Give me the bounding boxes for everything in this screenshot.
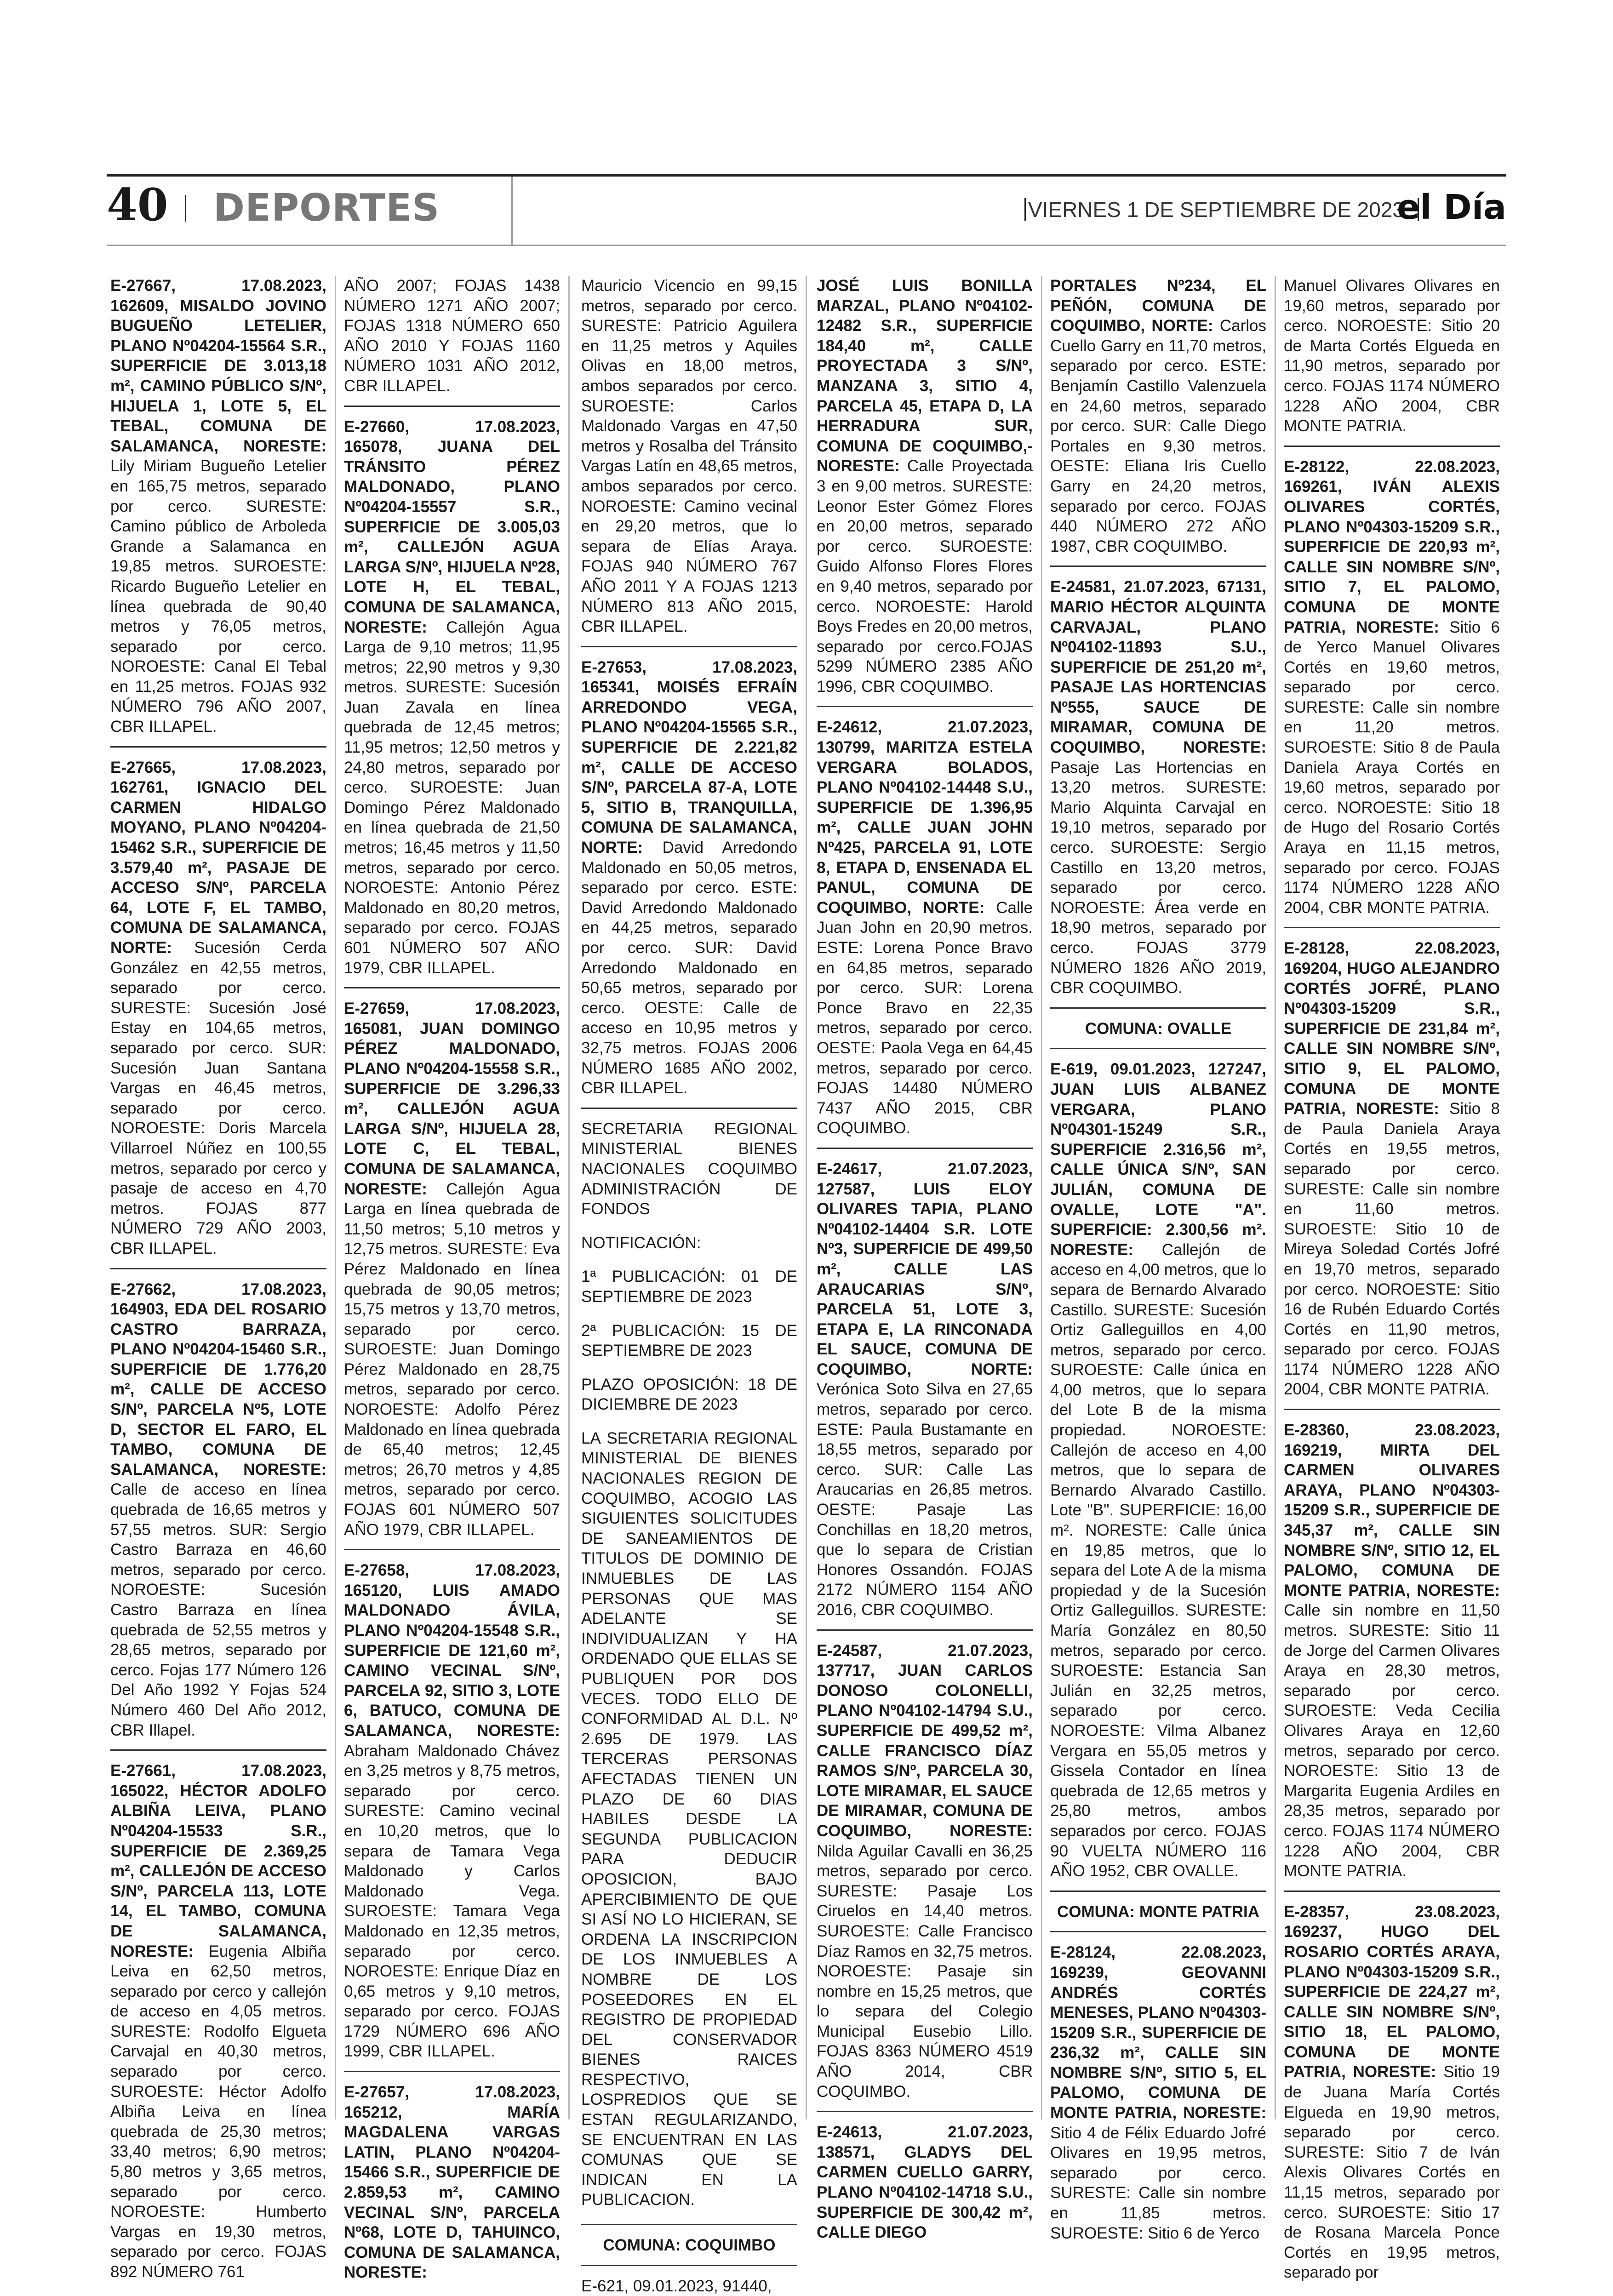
notice-separator — [1050, 1890, 1266, 1892]
section-title: DEPORTES — [213, 186, 440, 230]
notice-separator — [344, 2071, 560, 2072]
notice-separator — [1284, 1890, 1500, 1892]
legal-notice — [1050, 577, 1266, 998]
notice-heading: E-619, 09.01.2023, 127247, JUAN LUIS ALBANEZ VERGARA, PLANO Nº04301-15249 S.R., SUPERFICIE 2.316,56 m², CALLE ÚNICA S/Nº, SAN JULIÁN, COMUNA DE OVALLE, LOTE "A". SUPERFICIE: 2.300,56 m². NORESTE: — [1050, 1060, 1266, 1259]
notice-separator — [344, 406, 560, 407]
notification-text: LA SECRETARIA REGIONAL MINISTERIAL DE BIENES NACIONALES REGION DE COQUIMBO, ACOGIO LAS SIGUIENTES SOLICITUDES DE SANEAMIENTOS DE TITULOS DE DOMINIO DE INMUEBLES DE LAS PERSONAS QUE MAS ADELANTE SE INDIVIDUALIZAN Y HA ORDENADO QUE ELLAS SE PUBLIQUEN POR DOS VECES. TODO ELLO DE CONFORMIDAD AL D.L. Nº 2.695 DE 1979. LAS TERCERAS PERSONAS AFECTADAS TIENEN UN PLAZO DE 60 DIAS HABILES DESDE LA SEGUNDA PUBLICACION PARA DEDUCIR OPOSICION, BAJO APERCIBIMIENTO DE QUE SI ASÍ NO LO HICIERAN, SE ORDENA LA INSCRIPCION DE LOS INMUEBLES A NOMBRE DE LOS POSEEDORES EN EL REGISTRO DE PROPIEDAD DEL CONSERVADOR BIENES RAICES RESPECTIVO, LOSPREDIOS QUE SE ESTAN REGULARIZANDO, SE ENCUENTRAN EN LAS COMUNAS QUE SE INDICAN EN LA PUBLICACION. — [581, 1429, 797, 2209]
notice-separator — [581, 2265, 797, 2266]
notice-body: E-621, 09.01.2023, 91440, — [581, 2277, 772, 2295]
notice-body: Lily Miriam Bugueño Letelier en 165,75 metros, separado por cerco. SURESTE: Camino público de Arboleda Grande a Salamanca en 19,85 metros. SUROESTE: Ricardo Bugueño Letelier en línea quebrada de 90,40 metros y 76,05 metros, separado por cerco. NOROESTE: Canal El Tebal en 11,25 metros. FOJAS 932 NÚMERO 796 AÑO 2007, CBR ILLAPEL. — [110, 457, 326, 736]
newspaper-logo: el Día — [1396, 188, 1506, 227]
column-divider — [1041, 276, 1042, 2119]
notification-text: 2ª PUBLICACIÓN: 15 DE SEPTIEMBRE DE 2023 — [581, 1321, 797, 1360]
legal-notice — [110, 1761, 326, 2282]
notice-heading: E-27665, 17.08.2023, 162761, IGNACIO DEL CARMEN HIDALGO MOYANO, PLANO Nº04204-15462 S.R., SUPERFICIE DE 3.579,40 m², PASAJE DE ACCESO S/Nº, PARCELA 64, LOTE F, EL TAMBO, COMUNA DE SALAMANCA, NORTE: — [110, 758, 326, 957]
notice-heading: E-28357, 23.08.2023, 169237, HUGO DEL ROSARIO CORTÉS ARAYA, PLANO Nº04303-15209 S.R., SUPERFICIE DE 224,27 m², CALLE SIN NOMBRE S/Nº, SITIO 18, EL PALOMO, COMUNA DE MONTE PATRIA, NORESTE: — [1284, 1902, 1500, 2081]
notice-body: Calle Juan John en 20,90 metros. ESTE: Lorena Ponce Bravo en 64,85 metros, separado por cerco. SUR: Lorena Ponce Bravo en 22,35 metros, separado por cerco. OESTE: Paola Vega en 64,45 metros, separado por cerco. FOJAS 14480 NÚMERO 7437 AÑO 2015, CBR COQUIMBO. — [817, 898, 1033, 1137]
notice-body: Calle sin nombre en 11,50 metros. SURESTE: Sitio 11 de Jorge del Carmen Olivares Araya en 28,30 metros, separado por cerco. SUROESTE: Veda Cecilia Olivares Araya en 12,60 metros, separado por cerco. NOROESTE: Sitio 13 de Margarita Eugenia Ardiles en 28,35 metros, separado por cerco. FOJAS 1174 NÚMERO 1228 AÑO 2004, CBR MONTE PATRIA. — [1284, 1601, 1500, 1880]
legal-notice — [110, 758, 326, 1259]
notice-body: Sucesión Cerda González en 42,55 metros, separado por cerco. SURESTE: Sucesión José Estay en 104,65 metros, separado por cerco. SUR: Sucesión Juan Santana Vargas en 46,45 metros, separado por cerco. NOROESTE: Doris Marcela Villarroel Núñez en 100,55 metros, separado por cerco y pasaje de acceso en 4,70 metros. FOJAS 877 NÚMERO 729 AÑO 2003, CBR ILLAPEL. — [110, 939, 326, 1257]
notice-body: Abraham Maldonado Chávez en 3,25 metros y 8,75 metros, separado por cerco. SURESTE: Camino vecinal en 10,20 metros, que lo separa de Tamara Vega Maldonado y Carlos Maldonado Vega. SUROESTE: Tamara Vega Maldonado en 12,35 metros, separado por cerco. NOROESTE: Enrique Díaz en 0,65 metros y 9,10 metros, separado por cerco. FOJAS 1729 NÚMERO 696 AÑO 1999, CBR ILLAPEL. — [344, 1742, 560, 2061]
notice-separator — [344, 1549, 560, 1550]
notice-separator — [581, 646, 797, 647]
notice-body: David Arredondo Maldonado en 50,05 metros, separado por cerco. ESTE: David Arredondo Maldonado en 44,25 metros, separado por cerco. SUR: David Arredondo Maldonado en 50,65 metros, separado por cerco. OESTE: Calle de acceso en 10,95 metros y 32,75 metros. FOJAS 2006 NÚMERO 1685 AÑO 2002, CBR ILLAPEL. — [581, 839, 797, 1097]
legal-notice — [344, 2082, 560, 2283]
notice-heading: E-24612, 21.07.2023, 130799, MARITZA ESTELA VERGARA BOLADOS, PLANO Nº04102-14448 S.U., SUPERFICIE DE 1.396,95 m², CALLE JUAN JOHN Nº425, PARCELA 91, LOTE 8, ETAPA D, ENSENADA EL PANUL, COMUNA DE COQUIMBO, NORTE: — [817, 718, 1033, 917]
column-6 — [1284, 276, 1500, 2282]
notice-body: Mauricio Vicencio en 99,15 metros, separado por cerco. SURESTE: Patricio Aguilera en 11,25 metros y Aquiles Olivas en 18,00 metros, ambos separados por cerco. SUROESTE: Carlos Maldonado Vargas en 47,50 metros y Rosalba del Tránsito Vargas Latín en 48,65 metros, ambos separados por cerco. NOROESTE: Camino vecinal en 29,20 metros, que lo separa de Elías Araya. FOJAS 940 NÚMERO 767 AÑO 2011 Y A FOJAS 1213 NÚMERO 813 AÑO 2015, CBR ILLAPEL. — [581, 277, 797, 636]
notice-body: Sitio 19 de Juana María Cortés Elgueda en 19,90 metros, separado por cerco. SURESTE: Sitio 7 de Iván Alexis Olivares Cortés en 11,15 metros, separado por cerco. SUROESTE: Sitio 17 de Rosana Marcela Ponce Cortés en 19,95 metros, separado por — [1284, 2063, 1500, 2282]
column-divider — [806, 276, 807, 2119]
notice-heading: JOSÉ LUIS BONILLA MARZAL, PLANO Nº04102-12482 S.R., SUPERFICIE 184,40 m², CALLE PROYECTADA 3 S/Nº, MANZANA 3, SITIO 4, PARCELA 45, ETAPA D, LA HERRADURA SUR, COMUNA DE COQUIMBO,- NORESTE: — [817, 277, 1033, 475]
column-divider — [335, 276, 336, 2119]
legal-notice — [344, 417, 560, 978]
legal-notice — [1050, 276, 1266, 556]
notice-body: AÑO 2007; FOJAS 1438 NÚMERO 1271 AÑO 2007; FOJAS 1318 NÚMERO 650 AÑO 2010 Y FOJAS 1160 NÚMERO 1031 AÑO 2012, CBR ILLAPEL. — [344, 277, 560, 395]
notice-heading: E-24581, 21.07.2023, 67131, MARIO HÉCTOR ALQUINTA CARVAJAL, PLANO Nº04102-11893 S.U., SUPERFICIE DE 251,20 m², PASAJE LAS HORTENCIAS Nº555, SAUCE DE MIRAMAR, COMUNA DE COQUIMBO, NORESTE: — [1050, 578, 1266, 757]
notice-heading: E-28128, 22.08.2023, 169204, HUGO ALEJANDRO CORTÉS JOFRÉ, PLANO Nº04303-15209 S.R., SUPERFICIE DE 231,84 m², CALLE SIN NOMBRE S/Nº, SITIO 9, EL PALOMO, COMUNA DE MONTE PATRIA, NORESTE: — [1284, 939, 1500, 1118]
comuna-heading: COMUNA: OVALLE — [1085, 1019, 1232, 1038]
column-3 — [581, 276, 797, 2295]
notice-heading: E-27662, 17.08.2023, 164903, EDA DEL ROSARIO CASTRO BARRAZA, PLANO Nº04204-15460 S.R., SUPERFICIE DE 1.776,20 m², CALLE DE ACCESO S/Nº, PARCELA Nº5, LOTE D, SECTOR EL FARO, EL TAMBO, COMUNA DE SALAMANCA, NORESTE: — [110, 1280, 326, 1479]
notification-text: NOTIFICACIÓN: — [581, 1234, 701, 1252]
notice-body: Eugenia Albiña Leiva en 62,50 metros, separado por cerco y callejón de acceso en 4,05 metros. SURESTE: Rodolfo Elgueta Carvajal en 40,30 metros, separado por cerco. SUROESTE: Héctor Adolfo Albiña Leiva en línea quebrada de 25,30 metros; 33,40 metros; 6,90 metros; 5,80 metros y 3,65 metros, separado por cerco. NOROESTE: Humberto Vargas en 19,30 metros, separado por cerco. FOJAS 892 NÚMERO 761 — [110, 1942, 326, 2281]
legal-notice — [1284, 276, 1500, 436]
notice-body: Sitio 8 de Paula Daniela Araya Cortés en 19,55 metros, separado por cerco. SURESTE: Calle sin nombre en 11,60 metros. SUROESTE: Sitio 10 de Mireya Soledad Cortés Jofré en 19,70 metros, separado por cerco. NOROESTE: Sitio 16 de Rubén Eduardo Cortés Cortés en 11,90 metros, separado por cerco. FOJAS 1174 NÚMERO 1228 AÑO 2004, CBR MONTE PATRIA. — [1284, 1100, 1500, 1399]
notice-heading: E-27658, 17.08.2023, 165120, LUIS AMADO MALDONADO ÁVILA, PLANO Nº04204-15548 S.R., SUPERFICIE DE 121,60 m², CAMINO VECINAL S/Nº, PARCELA 92, SITIO 3, LOTE 6, BATUCO, COMUNA DE SALAMANCA, NORESTE: — [344, 1561, 560, 1740]
notice-heading: E-24587, 21.07.2023, 137717, JUAN CARLOS DONOSO COLONELLI, PLANO Nº04102-14794 S.U., SUPERFICIE DE 499,52 m², CALLE FRANCISCO DÍAZ RAMOS S/Nº, PARCELA 30, LOTE MIRAMAR, EL SAUCE DE MIRAMAR, COMUNA DE COQUIMBO, NORESTE: — [817, 1641, 1033, 1840]
column-5 — [1050, 276, 1266, 2242]
legal-notice — [1284, 1902, 1500, 2283]
notice-heading: E-24617, 21.07.2023, 127587, LUIS ELOY OLIVARES TAPIA, PLANO Nº04102-14404 S.R. LOTE Nº3, SUPERFICIE DE 499,50 m², CALLE LAS ARAUCARIAS S/Nº, PARCELA 51, LOTE 3, ETAPA E, LA RINCONADA EL SAUCE, COMUNA DE COQUIMBO, NORTE: — [817, 1159, 1033, 1378]
page-number: 40 — [107, 179, 168, 231]
legal-notice — [1284, 1420, 1500, 1881]
legal-notice — [110, 276, 326, 737]
notice-heading: E-28360, 23.08.2023, 169219, MIRTA DEL CARMEN OLIVARES ARAYA, PLANO Nº04303-15209 S.R., SUPERFICIE DE 345,37 m², CALLE SIN NOMBRE S/Nº, SITIO 12, EL PALOMO, COMUNA DE MONTE PATRIA, NORESTE: — [1284, 1421, 1500, 1599]
legal-notice — [344, 1560, 560, 2062]
notice-body: Calle de acceso en línea quebrada de 16,65 metros y 57,55 metros. SUR: Sergio Castro Barraza en 46,60 metros, separado por cerco. NOROESTE: Sucesión Castro Barraza en línea quebrada de 52,55 metros y 28,65 metros, separado por cerco. Fojas 177 Número 126 Del Año 1992 Y Fojas 524 Número 460 Del Año 2012, CBR Illapel. — [110, 1480, 326, 1739]
notice-separator — [1050, 1048, 1266, 1049]
notice-body: Pasaje Las Hortencias en 13,20 metros. SURESTE: Mario Alquinta Carvajal en 19,10 metros, separado por cerco. SUROESTE: Sergio Castillo en 13,20 metros, separado por cerco. NOROESTE: Área verde en 18,90 metros, separado por cerco. FOJAS 3779 NÚMERO 1826 AÑO 2019, CBR COQUIMBO. — [1050, 758, 1266, 997]
header-bottom-rule — [107, 245, 1506, 246]
header-divider — [185, 195, 186, 222]
column-divider — [1275, 276, 1276, 2119]
date-divider — [1024, 198, 1026, 221]
legal-notice — [817, 2122, 1033, 2243]
legal-notice — [817, 276, 1033, 697]
header-vertical-rule — [511, 177, 513, 245]
notice-separator — [1284, 445, 1500, 447]
legal-notice — [581, 276, 797, 637]
notice-separator — [110, 1268, 326, 1269]
notice-separator — [110, 746, 326, 748]
notice-separator — [1284, 927, 1500, 928]
legal-notice — [817, 1159, 1033, 1620]
notice-heading: E-27660, 17.08.2023, 165078, JUANA DEL TRÁNSITO PÉREZ MALDONADO, PLANO Nº04204-15557 S.R., SUPERFICIE DE 3.005,03 m², CALLEJÓN AGUA LARGA S/Nº, HIJUELA Nº28, LOTE H, EL TEBAL, COMUNA DE SALAMANCA, NORESTE: — [344, 417, 560, 636]
notice-separator — [817, 1148, 1033, 1149]
legal-notice — [1050, 1942, 1266, 2243]
column-divider — [568, 276, 570, 2119]
notice-body: Sitio 4 de Félix Eduardo Jofré Olivares en 19,95 metros, separado por cerco. SURESTE: Calle sin nombre en 11,85 metros. SUROESTE: Sitio 6 de Yerco — [1050, 2124, 1266, 2242]
notice-body: Carlos Cuello Garry en 11,70 metros, separado por cerco. ESTE: Benjamín Castillo Valenzuela en 24,60 metros, separado por cerco. SUR: Calle Diego Portales en 9,30 metros. OESTE: Eliana Iris Cuello Garry en 24,20 metros, separado por cerco. FOJAS 440 NÚMERO 272 AÑO 1987, CBR COQUIMBO. — [1050, 317, 1266, 555]
notification-text: PLAZO OPOSICIÓN: 18 DE DICIEMBRE DE 2023 — [581, 1375, 797, 1414]
notice-separator — [1050, 1931, 1266, 1932]
legal-notice — [817, 1641, 1033, 2102]
column-1 — [110, 276, 326, 2281]
notice-body: Callejón Agua Larga en línea quebrada de 11,50 metros; 5,10 metros y 12,75 metros. SURESTE: Eva Pérez Maldonado en línea quebrada de 90,05 metros; 15,75 metros y 13,70 metros, separado por cerco. SUROESTE: Juan Domingo Pérez Maldonado en 28,75 metros, separado por cerco. NOROESTE: Adolfo Pérez Maldonado en línea quebrada de 65,40 metros; 12,45 metros; 26,70 metros y 4,85 metros, separado por cerco. FOJAS 601 NÚMERO 507 AÑO 1979, CBR ILLAPEL. — [344, 1180, 560, 1539]
notice-heading: E-27657, 17.08.2023, 165212, MARÍA MAGDALENA VARGAS LATIN, PLANO Nº04204-15466 S.R., SUPERFICIE DE 2.859,53 m², CAMINO VECINAL S/Nº, PARCELA Nº68, LOTE D, TAHUINCO, COMUNA DE SALAMANCA, NORESTE: — [344, 2083, 560, 2282]
legal-notice — [110, 1279, 326, 1741]
notice-heading: E-28122, 22.08.2023, 169261, IVÁN ALEXIS OLIVARES CORTÉS, PLANO Nº04303-15209 S.R., SUPERFICIE DE 220,93 m², CALLE SIN NOMBRE S/Nº, SITIO 7, EL PALOMO, COMUNA DE MONTE PATRIA, NORESTE: — [1284, 457, 1500, 636]
notification-text: SECRETARIA REGIONAL MINISTERIAL BIENES NACIONALES COQUIMBO ADMINISTRACIÓN DE FONDOS — [581, 1119, 797, 1218]
legal-notice — [1284, 457, 1500, 918]
notice-body: Sitio 6 de Yerco Manuel Olivares Cortés en 19,60 metros, separado por cerco. SURESTE: Calle sin nombre en 11,20 metros. SUROESTE: Sitio 8 de Paula Daniela Araya Cortés en 19,60 metros, separado por cerco. NOROESTE: Sitio 18 de Hugo del Rosario Cortés Araya en 11,15 metros, separado por cerco. FOJAS 1174 NÚMERO 1228 AÑO 2004, CBR MONTE PATRIA. — [1284, 618, 1500, 917]
notice-body: Nilda Aguilar Cavalli en 36,25 metros, separado por cerco. SURESTE: Pasaje Los Ciruelos en 14,40 metros. SUROESTE: Calle Francisco Díaz Ramos en 32,75 metros. NOROESTE: Pasaje sin nombre en 15,25 metros, que lo separa del Colegio Municipal Eusebio Lillo. FOJAS 8363 NÚMERO 4519 AÑO 2014, CBR COQUIMBO. — [817, 1842, 1033, 2101]
notice-heading: E-24613, 21.07.2023, 138571, GLADYS DEL CARMEN CUELLO GARRY, PLANO Nº04102-14718 S.U., SUPERFICIE DE 300,42 m², CALLE DIEGO — [817, 2123, 1033, 2242]
notice-heading: E-28124, 22.08.2023, 169239, GEOVANNI ANDRÉS CORTÉS MENESES, PLANO Nº04303-15209 S.R., SUPERFICIE DE 236,32 m², CALLE SIN NOMBRE S/Nº, SITIO 5, EL PALOMO, COMUNA DE MONTE PATRIA, NORESTE: — [1050, 1943, 1266, 2122]
legal-notice — [581, 657, 797, 1098]
legal-notice — [817, 717, 1033, 1138]
comuna-heading: COMUNA: MONTE PATRIA — [1057, 1902, 1260, 1921]
notice-body: Verónica Soto Silva en 27,65 metros, separado por cerco. ESTE: Paula Bustamante en 18,55 metros, separado por cerco. SUR: Calle Las Araucarias en 26,85 metros. OESTE: Pasaje Las Conchillas en 18,20 metros, que lo separa de Cristian Honores Ossandón. FOJAS 2172 NÚMERO 1154 AÑO 2016, CBR COQUIMBO. — [817, 1380, 1033, 1619]
legal-notice — [1050, 1059, 1266, 1881]
comuna-heading: COMUNA: COQUIMBO — [603, 2236, 776, 2255]
notice-heading: E-27667, 17.08.2023, 162609, MISALDO JOVINO BUGUEÑO LETELIER, PLANO Nº04204-15564 S.R., SUPERFICIE DE 3.013,18 m², CAMINO PÚBLICO S/Nº, HIJUELA 1, LOTE 5, EL TEBAL, COMUNA DE SALAMANCA, NORESTE: — [110, 277, 326, 455]
legal-notice — [344, 276, 560, 396]
legal-notice — [1284, 938, 1500, 1399]
notice-separator — [817, 2111, 1033, 2112]
notice-separator — [817, 706, 1033, 707]
notice-heading: E-27653, 17.08.2023, 165341, MOISÉS EFRAÍN ARREDONDO VEGA, PLANO Nº04204-15565 S.R., SUPERFICIE DE 2.221,82 m², CALLE DE ACCESO S/Nº, PARCELA 87-A, LOTE 5, SITIO B, TRANQUILLA, COMUNA DE SALAMANCA, NORTE: — [581, 658, 797, 857]
notification-text: 1ª PUBLICACIÓN: 01 DE SEPTIEMBRE DE 2023 — [581, 1268, 797, 1306]
notice-body: Callejón Agua Larga de 9,10 metros; 11,95 metros; 22,90 metros y 9,30 metros. SURESTE: Sucesión Juan Zavala en línea quebrada de 12,45 metros; 11,95 metros; 12,50 metros y 24,80 metros, separado por cerco. SUROESTE: Juan Domingo Pérez Maldonado en línea quebrada de 21,50 metros; 16,45 metros y 11,50 metros, separado por cerco. NOROESTE: Antonio Pérez Maldonado en 80,20 metros, separado por cerco. FOJAS 601 NÚMERO 507 AÑO 1979, CBR ILLAPEL. — [344, 618, 560, 977]
column-2 — [344, 276, 560, 2282]
legal-notice — [581, 2276, 797, 2296]
page-header — [107, 177, 1506, 245]
column-4 — [817, 276, 1033, 2242]
notice-separator — [110, 1749, 326, 1751]
notice-separator — [581, 2224, 797, 2225]
notice-separator — [581, 1108, 797, 1109]
notice-heading: E-27661, 17.08.2023, 165022, HÉCTOR ADOLFO ALBIÑA LEIVA, PLANO Nº04204-15533 S.R., SUPERFICIE DE 2.369,25 m², CALLEJÓN DE ACCESO S/Nº, PARCELA 113, LOTE 14, EL TAMBO, COMUNA DE SALAMANCA, NORESTE: — [110, 1762, 326, 1960]
legal-notice — [344, 999, 560, 1540]
notice-heading: E-27659, 17.08.2023, 165081, JUAN DOMINGO PÉREZ MALDONADO, PLANO Nº04204-15558 S.R., SUPERFICIE DE 3.296,33 m², CALLEJÓN AGUA LARGA S/Nº, HIJUELA 28, LOTE C, EL TEBAL, COMUNA DE SALAMANCA, NORESTE: — [344, 1000, 560, 1198]
notice-body: Manuel Olivares Olivares en 19,60 metros, separado por cerco. NOROESTE: Sitio 20 de Marta Cortés Elgueda en 11,90 metros, separado por cerco. FOJAS 1174 NÚMERO 1228 AÑO 2004, CBR MONTE PATRIA. — [1284, 277, 1500, 435]
notice-body: Calle Proyectada 3 en 9,00 metros. SURESTE: Leonor Ester Gómez Flores en 20,00 metros, separado por cerco. SUROESTE: Guido Alfonso Flores Flores en 9,40 metros, separado por cerco. NOROESTE: Harold Boys Fredes en 20,00 metros, separado por cerco.FOJAS 5299 NÚMERO 2385 AÑO 1996, CBR COQUIMBO. — [817, 457, 1033, 696]
notice-separator — [1050, 1007, 1266, 1009]
notice-separator — [344, 987, 560, 988]
notice-separator — [817, 1629, 1033, 1631]
issue-date: VIERNES 1 DE SEPTIEMBRE DE 2023 — [1028, 198, 1404, 222]
notice-body: Callejón de acceso en 4,00 metros, que lo separa de Bernardo Alvarado Castillo. SURESTE: Sucesión Ortiz Galleguillos en 4,00 metros, separado por cerco. SUROESTE: Calle única en 4,00 metros, que lo separa del Lote B de la misma propiedad. NOROESTE: Callejón de acceso en 4,00 metros, que lo separa de Bernardo Alvarado Castillo. Lote "B". SUPERFICIE: 16,00 m². NORESTE: Calle única en 19,85 metros, que lo separa del Lote A de la misma propiedad y de la Sucesión Ortiz Galleguillos. SURESTE: María González en 80,50 metros, separado por cerco. SUROESTE: Estancia San Julián en 32,25 metros, separado por cerco. NOROESTE: Vilma Albanez Vergara en 55,05 metros y Gissela Contador en línea quebrada de 12,65 metros y 25,80 metros, ambos separados por cerco. FOJAS 90 VUELTA NÚMERO 116 AÑO 1952, CBR OVALLE. — [1050, 1240, 1266, 1880]
notice-separator — [1050, 565, 1266, 567]
notice-separator — [1284, 1409, 1500, 1410]
notice-heading: PORTALES Nº234, EL PEÑÓN, COMUNA DE COQUIMBO, NORTE: — [1050, 277, 1266, 335]
